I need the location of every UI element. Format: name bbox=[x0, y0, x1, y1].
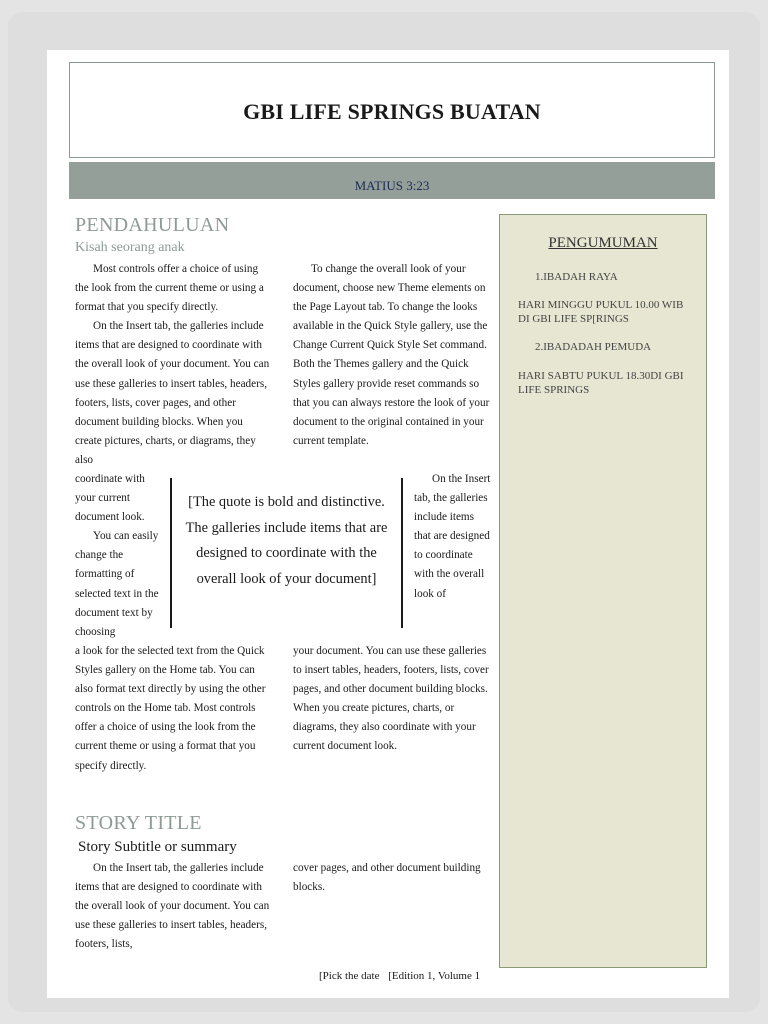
story-right-column bbox=[293, 859, 490, 897]
masthead bbox=[69, 62, 715, 158]
intro-left-paragraph-1: Most controls offer a choice of using the look from the current theme or using a format that you specify directly. bbox=[75, 263, 264, 314]
announcement-2-heading: 2.IBADADAH PEMUDA bbox=[535, 341, 652, 353]
intro-left-paragraph-3a: You can easily change the formatting of selected text in the document text by choosing bbox=[75, 530, 159, 638]
intro-right-column-bottom bbox=[293, 642, 490, 757]
intro-right-column-top bbox=[293, 260, 490, 451]
intro-left-paragraph-2a: On the Insert tab, the galleries include items that are designed to coordinate with the overall look of your document. You can use these galleries to insert tables, headers, footers, lists, cover pages, and other document building blocks. When you create pictures, charts, or diagrams, they also bbox=[75, 320, 270, 466]
intro-right-column-wrap bbox=[414, 470, 492, 604]
story-left-column bbox=[75, 859, 272, 954]
announcements-title: PENGUMUMAN bbox=[548, 235, 658, 251]
intro-left-paragraph-2b: coordinate with your current document look. bbox=[75, 473, 145, 524]
intro-left-column-wrap bbox=[75, 470, 165, 642]
intro-subtitle: Kisah seorang anak bbox=[75, 240, 185, 255]
newsletter-page bbox=[47, 50, 729, 998]
announcement-1-heading: 1.IBADAH RAYA bbox=[535, 271, 618, 283]
story-title: STORY TITLE bbox=[75, 812, 202, 834]
announcement-1-text: HARI MINGGU PUKUL 10.00 WIB DI GBI LIFE SP[RINGS bbox=[518, 299, 684, 325]
intro-right-paragraph-2a: On the Insert tab, the galleries include items that are designed to coordinate with the overall look of bbox=[414, 473, 491, 600]
intro-left-paragraph-3b: a look for the selected text from the Quick Styles gallery on the Home tab. You can also format text directly by using the other controls on the Home tab. Most controls offer a choice of using the look from the current theme or using a format that you specify directly. bbox=[75, 645, 266, 772]
story-subtitle: Story Subtitle or summary bbox=[78, 839, 237, 855]
footer-date: [Pick the date bbox=[319, 970, 380, 982]
announcements-sidebar bbox=[499, 214, 707, 968]
story-right-text: cover pages, and other document building blocks. bbox=[293, 862, 481, 894]
announcement-2-text: HARI SABTU PUKUL 18.30DI GBI LIFE SPRINGS bbox=[518, 370, 684, 396]
newsletter-title: GBI LIFE SPRINGS BUATAN bbox=[243, 99, 541, 124]
page-footer bbox=[319, 970, 480, 982]
intro-title: PENDAHULUAN bbox=[75, 214, 230, 236]
intro-right-paragraph-2b: your document. You can use these galleries to insert tables, headers, footers, lists, cover pages, and other document building blocks. When you create pictures, charts, or diagrams, they also coordinate with your current document look. bbox=[293, 645, 489, 753]
story-left-text: On the Insert tab, the galleries include items that are designed to coordinate with the overall look of your document. You can use these galleries to insert tables, headers, footers, lists, bbox=[75, 862, 270, 951]
intro-right-paragraph-1: To change the overall look of your document, choose new Theme elements on the Page Layout tab. To change the looks available in the Quick Style gallery, use the Change Current Quick Style Set command. Both the Themes gallery and the Quick Styles gallery provide reset commands so that you can always restore the look of your document to the original contained in your current template. bbox=[293, 263, 490, 447]
verse-bar bbox=[69, 162, 715, 199]
slide-frame bbox=[8, 12, 760, 1012]
verse-reference: MATIUS 3:23 bbox=[354, 178, 430, 193]
intro-left-column-bottom bbox=[75, 642, 272, 776]
footer-edition: [Edition 1, Volume 1 bbox=[388, 970, 481, 982]
intro-left-column-top bbox=[75, 260, 272, 470]
pull-quote: [The quote is bold and distinctive. The galleries include items that are designed to coordinate with the overall look of your document] bbox=[170, 478, 403, 628]
